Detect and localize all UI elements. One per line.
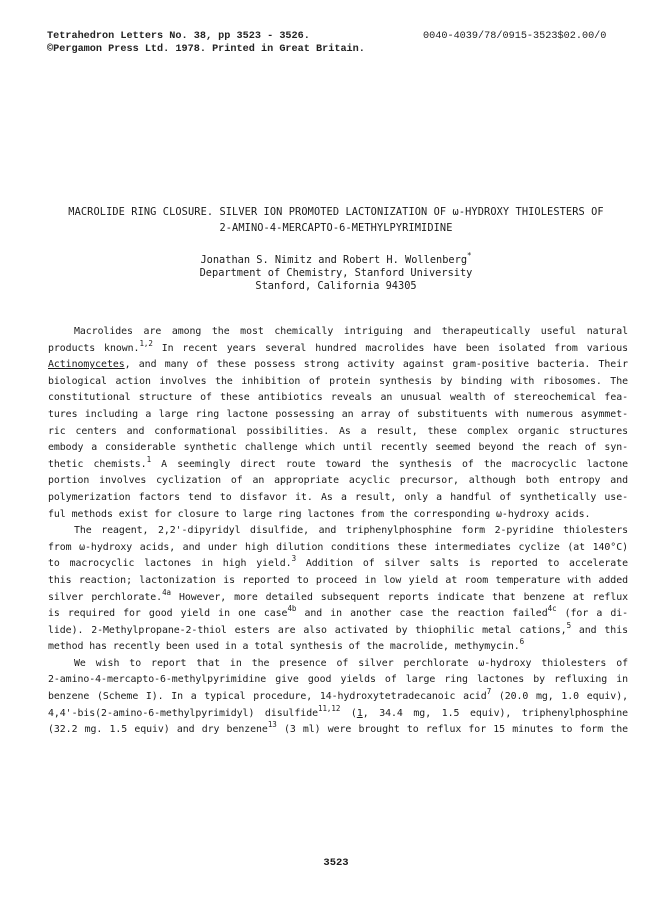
body-text: [48, 324, 628, 739]
body-text-run: , and many of these possess strong activity against gram-positive bacteria. Their: [124, 359, 628, 371]
author-names: [40, 251, 632, 267]
body-text-run: portion involves cyclization of an appropriate acyclic precursor, although both entropy and: [48, 475, 628, 487]
body-text-run: from ω-hydroxy acids, and under high dilution conditions these intermediates cyclize (at 140°C): [48, 541, 628, 553]
body-text-run: In recent years several hundred macrolides have been isolated from various: [152, 342, 628, 354]
body-text-run: benzene (Scheme I). In a typical procedure, 14-hydroxytetradecanoic acid: [48, 691, 487, 703]
body-text-run: is required for good yield in one case: [48, 608, 288, 620]
reference-superscript: 4a: [162, 587, 172, 597]
title-line-2: 2-AMINO-4-MERCAPTO-6-METHYLPYRIMIDINE: [219, 221, 453, 234]
body-text-run: We wish to report that in the presence of silver perchlorate ω-hydroxy thiolesters of: [74, 657, 628, 669]
body-text-run: 4,4'-bis(2-amino-6-methylpyrimidyl) disulfide: [48, 707, 318, 719]
body-line: [48, 407, 628, 424]
body-text-run: this reaction; lactonization is reported to proceed in low yield at room temperature with added: [48, 574, 628, 586]
body-line: [48, 507, 628, 524]
body-line: [48, 540, 628, 557]
body-text-run: biological action involves the inhibition of protein synthesis by binding with ribosomes. The: [48, 375, 628, 387]
body-text-run: to macrocyclic lactones in high yield.: [48, 558, 292, 570]
reference-superscript: 11,12: [318, 703, 341, 713]
article-title: [40, 205, 632, 236]
underlined-term: Actinomycetes: [48, 359, 125, 371]
body-line: [48, 390, 628, 407]
reference-superscript: 7: [486, 687, 492, 697]
article-code: 0040-4039/78/0915-3523$02.00/0: [423, 31, 607, 42]
reference-superscript: 4b: [287, 604, 297, 614]
body-text-run: (: [340, 707, 357, 719]
body-text-run: constitutional structure of these antibiotics reveals an unusual wealth of stereochemical fea-: [48, 392, 628, 404]
body-line: [48, 324, 628, 341]
body-line: [48, 523, 628, 540]
body-line: [48, 424, 628, 441]
body-text-run: A seemingly direct route toward the synthesis of the macrocyclic lactone: [151, 458, 628, 470]
body-line: [48, 454, 628, 474]
body-line: [48, 722, 628, 739]
body-text-run: lide). 2-Methylpropane-2-thiol esters are also activated by thiophilic metal cations,: [48, 624, 567, 636]
body-line: [48, 338, 628, 358]
underlined-term: 1: [356, 707, 363, 719]
body-text-run: 2-amino-4-mercapto-6-methylpyrimidine give good yields of large ring lactones by refluxing in: [48, 674, 628, 686]
body-line: [48, 556, 628, 573]
body-line: [48, 573, 628, 590]
body-line: [48, 357, 628, 374]
body-text-run: thetic chemists.: [48, 458, 147, 470]
reference-superscript: 5: [566, 620, 572, 630]
body-line: [48, 672, 628, 689]
reference-superscript: 4c: [547, 604, 557, 614]
body-text-run: Macrolides are among the most chemically intriguing and therapeutically useful natural: [74, 326, 628, 337]
body-text-run: polymerization factors tend to disfavor it. As a result, only a handful of synthetically use-: [48, 491, 628, 503]
authors-text: Jonathan S. Nimitz and Robert H. Wollenberg: [200, 254, 468, 266]
body-text-run: (3 ml) were brought to reflux for 15 minutes to form the: [276, 724, 629, 736]
body-line: [48, 490, 628, 507]
reference-superscript: 1: [146, 454, 152, 464]
affiliation-department: Department of Chemistry, Stanford University: [199, 267, 473, 279]
body-text-run: However, more detailed subsequent reports indicate that benzene at reflux: [171, 591, 629, 603]
reference-superscript: 13: [267, 720, 277, 730]
body-text-run: ric centers and conformational possibilities. As a result, these complex organic structures: [48, 425, 628, 437]
byline: [40, 251, 632, 293]
body-text-run: (32.2 mg. 1.5 equiv) and dry benzene: [48, 724, 268, 736]
body-text-run: embody a considerable synthetic challenge which until recently seemed beyond the reach of syn-: [48, 442, 628, 454]
reference-superscript: 1,2: [139, 338, 153, 348]
body-text-run: silver perchlorate.: [48, 591, 163, 603]
body-text-run: , 34.4 mg, 1.5 equiv), triphenylphosphine: [362, 707, 628, 719]
body-line: [48, 639, 628, 656]
reference-superscript: 3: [291, 554, 297, 564]
body-line: [48, 374, 628, 391]
body-line: [48, 656, 628, 673]
reference-superscript: 6: [519, 637, 525, 647]
journal-header: [47, 30, 365, 56]
body-line: [48, 606, 628, 623]
body-text-run: products known.: [48, 342, 140, 354]
body-text-run: The reagent, 2,2'-dipyridyl disulfide, and triphenylphosphine form 2-pyridine thiolesters: [74, 525, 628, 537]
body-text-run: ful methods exist for closure to large ring lactones from the corresponding ω-hydroxy acids.: [48, 508, 591, 520]
affiliation-location: Stanford, California 94305: [255, 280, 417, 292]
body-text-run: Addition of silver salts is reported to accelerate: [296, 558, 628, 570]
corresponding-author-mark: *: [467, 251, 472, 260]
body-line: [48, 620, 628, 640]
journal-citation: Tetrahedron Letters No. 38, pp 3523 - 3526.: [47, 31, 310, 42]
body-line: [48, 587, 629, 607]
page-number: 3523: [323, 857, 349, 869]
body-line: [48, 473, 628, 490]
body-line: [48, 440, 628, 457]
body-text-run: (20.0 mg, 1.0 equiv),: [491, 691, 628, 703]
body-text-run: and in another case the reaction failed: [296, 608, 548, 620]
body-line: [48, 703, 628, 723]
publisher-line: ©Pergamon Press Ltd. 1978. Printed in Great Britain.: [47, 44, 365, 55]
body-text-run: tures including a large ring lactone possessing an array of substituents with numerous asymmet-: [48, 408, 628, 420]
title-line-1: MACROLIDE RING CLOSURE. SILVER ION PROMOTED LACTONIZATION OF ω-HYDROXY THIOLESTERS OF: [68, 206, 604, 218]
body-text-run: method has recently been used in a total synthesis of the macrolide, methymycin.: [48, 641, 520, 653]
body-text-run: (for a di-: [556, 608, 628, 620]
body-text-run: and this: [571, 624, 628, 636]
